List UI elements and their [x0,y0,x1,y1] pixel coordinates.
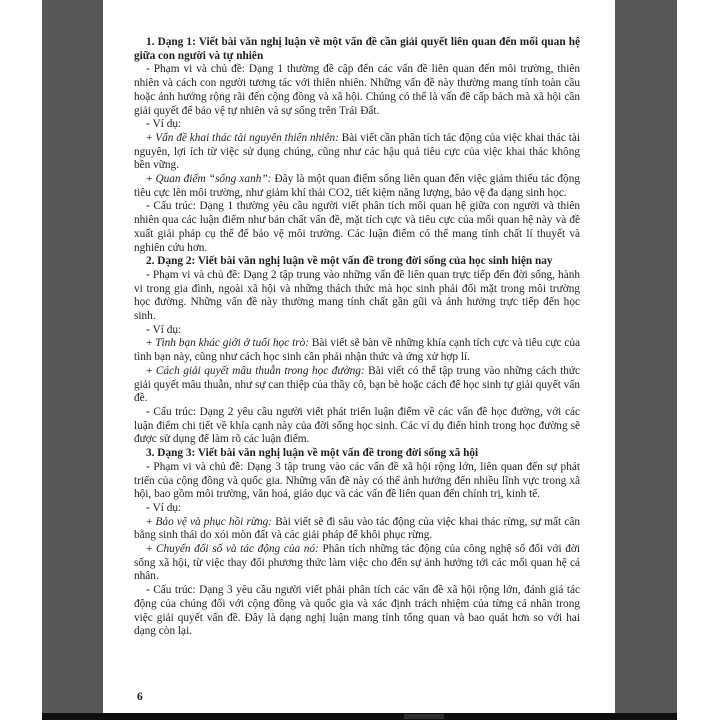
photo-left-edge [42,0,103,714]
paragraph: + Bảo vệ và phục hồi rừng: Bài viết sẽ đi sâu vào tác động của việc khai thác rừng, sự mất cân bằng sinh thái do xói mòn đất và các giải pháp để khôi phục rừng. [134,515,581,542]
paragraph: - Phạm vi và chủ đề: Dạng 1 thường đề cập đến các vấn đề liên quan đến môi trường, thiên nhiên và cách con người tương tác với thiên nhiên. Những vấn đề này thường mang tính toàn cầu hoặc ảnh hưởng rộng rãi đến cộng đồng và xã hội. Chúng có thể là vấn đề cấp bách mà xã hội cần giải quyết để bảo vệ tự nhiên và sự sống trên Trái Đất. [134,63,580,117]
paragraph: - Ví dụ: [146,118,182,131]
bullet-marker: - [146,118,153,131]
section-heading: 3. Dạng 3: Viết bài văn nghị luận về một vấn đề trong đời sống xã hội [146,447,479,460]
paragraph: - Cấu trúc: Dạng 2 yêu cầu người viết phát triển luận điểm về các vấn đề học đường, với các luận điểm chi tiết về khía cạnh này của đời sống học sinh. Các ví dụ điển hình trong học đường sẽ được sử dụng để làm rõ các luận điểm. [134,405,580,446]
bullet-marker: + [146,131,156,144]
photo-bottom-edge-highlight [404,714,444,719]
document-body [134,36,580,639]
bullet-marker: - [146,460,154,473]
bullet-marker: + [146,364,156,377]
example-title: Vấn đề khai thác tài nguyên thiên nhiên: [155,131,342,144]
section-heading: 1. Dạng 1: Viết bài văn nghị luận về một vấn đề cần giải quyết liên quan đến mối quan hệ giữa con người và tự nhiên [134,36,580,62]
bullet-marker: - [146,405,154,418]
bullet-marker: + [146,543,156,556]
paragraph: - Phạm vi và chủ đề: Dạng 3 tập trung vào các vấn đề xã hội rộng lớn, liên quan đến sự phát triển của cộng đồng và quốc gia. Những vấn đề này có thể ảnh hưởng đến nhiều lĩnh vực trong xã hội, bao gồm môi trường, văn hoá, giáo dục và các vấn đề liên quan đến chính trị, kinh tế. [134,460,581,501]
section-heading: 2. Dạng 2: Viết bài văn nghị luận về một vấn đề trong đời sống của học sinh hiện nay [146,255,553,268]
paragraph: + Chuyển đổi số và tác động của nó: Phân tích những tác động của công nghệ số đối với đời sống xã hội, từ việc thay đổi phương thức làm việc cho đến sự ảnh hưởng tới các mối quan hệ cá nhân. [134,543,580,583]
paragraph: - Ví dụ: [146,323,182,336]
bullet-marker: - [146,268,153,281]
paragraph: - Cấu trúc: Dạng 3 yêu cầu người viết phải phân tích các vấn đề xã hội rộng lớn, đánh giá tác động của chúng đối với cộng đồng và quốc gia và xác định trách nhiệm của từng cá nhân trong việc giải quyết vấn đề. Đây là dạng nghị luận mang tính tổng quan và bao quát hơn so với hai dạng còn lại. [134,584,580,638]
example-title: Chuyển đổi số và tác động của nó: [156,543,323,556]
bullet-marker: - [146,501,153,514]
photo-bottom-edge [42,713,677,720]
example-title: Quan điểm “sống xanh”: [155,173,275,186]
bullet-marker: - [146,63,154,76]
bullet-marker: + [146,337,156,350]
document-page [103,0,615,713]
paragraph: - Phạm vi và chủ đề: Dạng 2 tập trung vào những vấn đề liên quan trực tiếp đến đời sống, hành vi trong gia đình, ngoài xã hội và những thách thức mà học sinh phải đối mặt trong môi trường học đường. Những vấn đề này thường mang tính chất gần gũi và ảnh hưởng trực tiếp đến học sinh. [134,268,580,323]
paragraph: + Cách giải quyết mâu thuẫn trong học đường: Bài viết có thể tập trung vào những cách thức giải quyết mâu thuẫn, như sự can thiệp của thầy cô, bạn bè hoặc cách để học sinh tự giải quyết vấn đề. [134,364,580,405]
bullet-marker: + [146,173,156,186]
page-number: 6 [137,691,143,703]
example-title: Bảo vệ và phục hồi rừng: [155,515,276,528]
paragraph: - Ví dụ: [146,501,182,514]
example-title: Cách giải quyết mâu thuẫn trong học đường: [155,364,369,377]
paragraph: + Quan điểm “sống xanh”: Đây là một quan điểm sống liên quan đến việc giảm thiểu tác động tiêu cực lên môi trường, như giảm khí thải CO2, tiết kiệm năng lượng, bảo vệ đa dạng sinh học. [134,173,580,199]
paragraph: - Cấu trúc: Dạng 1 thường yêu cầu người viết phân tích mối quan hệ giữa con người và thiên nhiên qua các luận điểm như bản chất vấn đề, mặt tích cực và tiêu cực của mối quan hệ này và đề xuất giải pháp cụ thể để bảo vệ môi trường. Các luận điểm có thể mang tính chất lí thuyết và nghiên cứu hơn. [134,200,580,254]
bullet-marker: - [146,200,154,213]
paragraph: + Vấn đề khai thác tài nguyên thiên nhiên: Bài viết cần phân tích tác động của việc khai thác tài nguyên, lợi ích từ việc sử dụng chúng, cũng như các hậu quả tiêu cực của việc khai thác không bền vững. [134,131,580,172]
bullet-marker: - [146,584,154,597]
example-title: Tình bạn khác giới ở tuổi học trò: [155,337,312,350]
bullet-marker: + [146,515,156,528]
photo-right-edge [615,0,677,714]
bullet-marker: - [146,323,153,336]
paragraph: + Tình bạn khác giới ở tuổi học trò: Bài viết sẽ bàn về những khía cạnh tích cực và tiêu cực của tình bạn này, cũng như cách học sinh cần phải nhận thức và ứng xử hợp lí. [134,337,580,364]
